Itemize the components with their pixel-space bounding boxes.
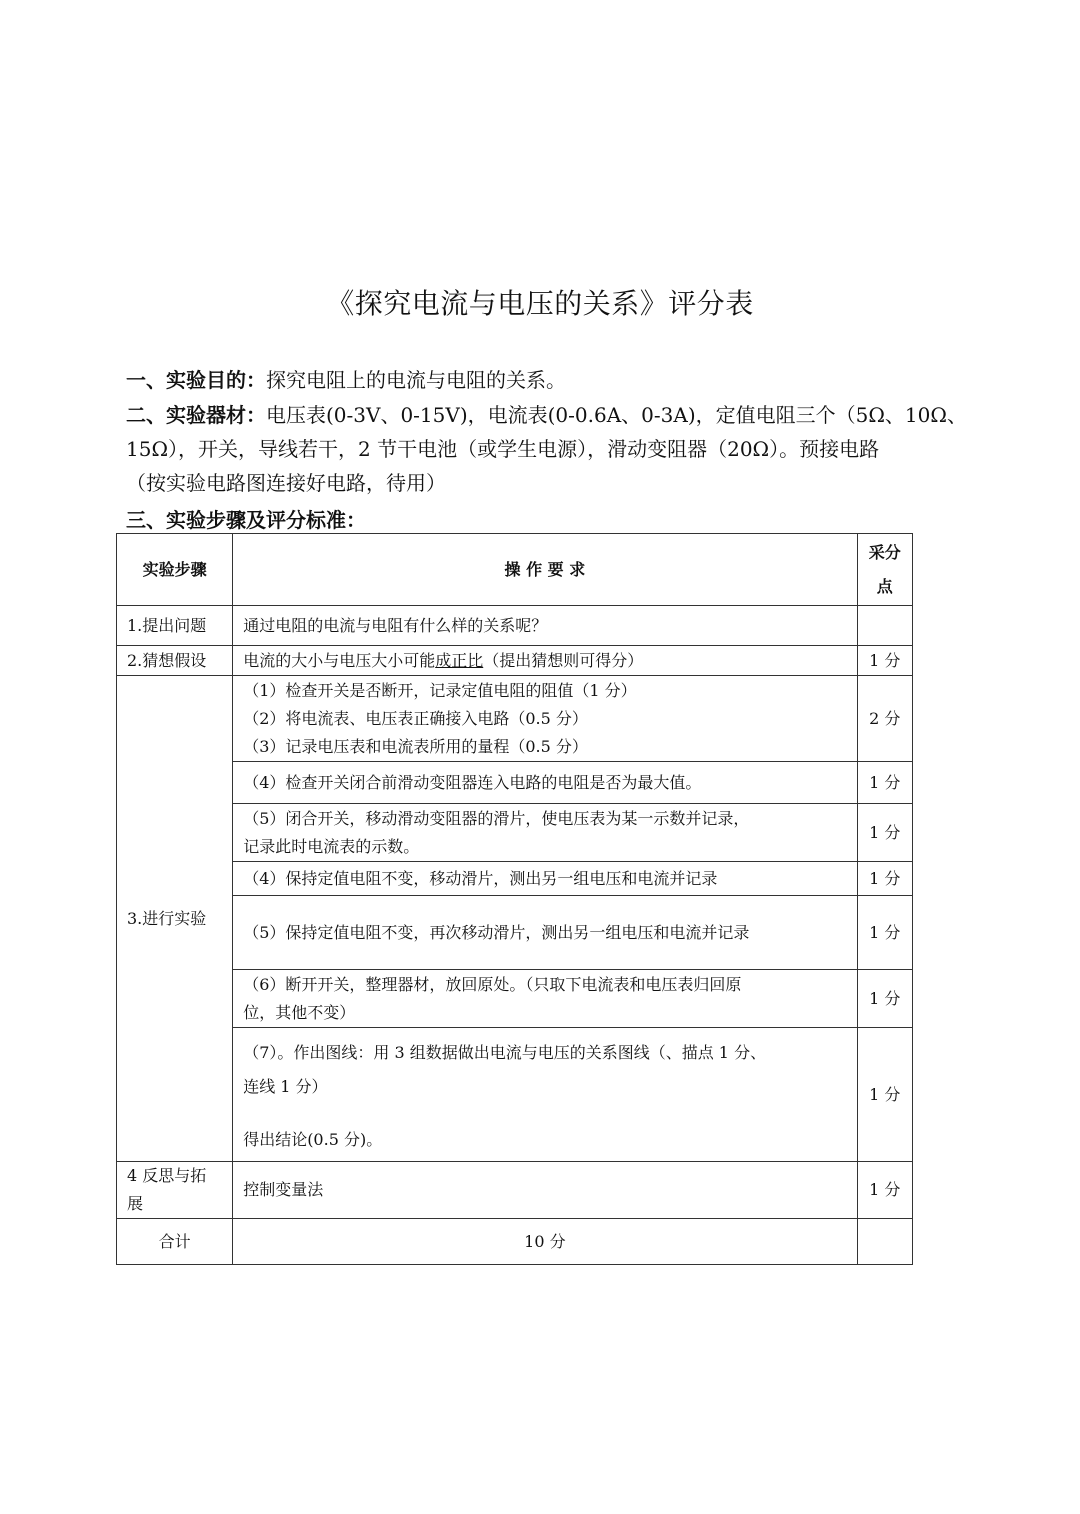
materials-line-1 <box>126 398 967 432</box>
requirement-line: 得出结论(0.5 分)。 <box>243 1130 383 1149</box>
step-cell: 1.提出问题 <box>117 606 233 646</box>
step-cell: 4 反思与拓展 <box>117 1162 233 1219</box>
requirement-note: （提出猜想则可得分） <box>483 650 644 670</box>
step-cell: 3.进行实验 <box>117 676 233 1162</box>
points-cell: 1 分 <box>857 862 912 896</box>
document-title: 《探究电流与电压的关系》评分表 <box>326 287 754 320</box>
section-materials <box>126 398 967 500</box>
requirement-text: 电流的大小与电压大小可能 <box>243 650 436 670</box>
requirement-cell <box>233 970 857 1028</box>
total-label: 合计 <box>117 1219 233 1265</box>
requirement-line: （3）记录电压表和电流表所用的量程（0.5 分） <box>243 736 588 756</box>
table-row <box>117 804 913 862</box>
requirement-line: （6）断开开关，整理器材，放回原处。（只取下电流表和电压表归回原 <box>243 974 742 994</box>
requirement-line: （2）将电流表、电压表正确接入电路（0.5 分） <box>243 708 588 728</box>
requirement-cell: （5）保持定值电阻不变，再次移动滑片，测出另一组电压和电流并记录 <box>233 896 857 970</box>
header-points-line-2: 点 <box>876 576 893 596</box>
requirement-cell <box>233 646 857 676</box>
table-row <box>117 862 913 896</box>
requirement-cell <box>233 1028 857 1162</box>
table-row <box>117 606 913 646</box>
requirement-cell: 通过电阻的电流与电阻有什么样的关系呢？ <box>233 606 857 646</box>
steps-heading: 三、实验步骤及评分标准： <box>126 508 366 532</box>
points-cell: 1 分 <box>857 1028 912 1162</box>
requirement-line: （5）闭合开关，移动滑动变阻器的滑片，使电压表为某一示数并记录， <box>243 808 750 828</box>
section-steps-heading <box>126 503 956 537</box>
table-row <box>117 762 913 804</box>
materials-line-2: 15Ω），开关，导线若干，2 节干电池（或学生电源），滑动变阻器（20Ω）。预接电路 <box>126 437 880 461</box>
requirement-line: 记录此时电流表的示数。 <box>243 836 420 856</box>
points-cell: 1 分 <box>857 762 912 804</box>
step-cell: 2.猜想假设 <box>117 646 233 676</box>
table-total-row <box>117 1219 913 1265</box>
table-row <box>117 1028 913 1162</box>
points-cell: 1 分 <box>857 804 912 862</box>
section-purpose <box>126 363 956 397</box>
underlined-term: 成正比 <box>435 650 484 670</box>
requirement-cell: （4）保持定值电阻不变，移动滑片，测出另一组电压和电流并记录 <box>233 862 857 896</box>
points-cell <box>857 1219 912 1265</box>
table-row <box>117 1162 913 1219</box>
requirement-cell: 控制变量法 <box>233 1162 857 1219</box>
table-row <box>117 676 913 762</box>
header-step: 实验步骤 <box>117 534 233 606</box>
requirement-line: 位，其他不变） <box>243 1002 356 1022</box>
points-cell: 1 分 <box>857 646 912 676</box>
requirement-line: （1）检查开关是否断开，记录定值电阻的阻值（1 分） <box>243 680 637 700</box>
points-cell: 1 分 <box>857 1162 912 1219</box>
requirement-line: 连线 1 分） <box>243 1077 328 1096</box>
header-points-line-1: 采分 <box>868 542 901 562</box>
requirement-cell <box>233 676 857 762</box>
header-requirement: 操 作 要 求 <box>233 534 857 606</box>
requirement-line: （7）。作出图线：用 3 组数据做出电流与电压的关系图线（、描点 1 分、 <box>243 1043 767 1062</box>
materials-line-3: （按实验电路图连接好电路，待用） <box>126 471 446 495</box>
table-row <box>117 646 913 676</box>
points-cell: 1 分 <box>857 970 912 1028</box>
purpose-text: 探究电阻上的电流与电阻的关系。 <box>266 368 566 392</box>
total-value: 10 分 <box>233 1219 857 1265</box>
header-points <box>857 534 912 606</box>
points-cell <box>857 606 912 646</box>
materials-text-1: 电压表(0-3V、0-15V)，电流表(0-0.6A、0-3A)，定值电阻三个（5Ω、10Ω、 <box>266 403 967 427</box>
requirement-cell: （4）检查开关闭合前滑动变阻器连入电路的电阻是否为最大值。 <box>233 762 857 804</box>
scoring-table <box>116 533 913 1265</box>
materials-heading: 二、实验器材： <box>126 403 266 427</box>
table-header-row <box>117 534 913 606</box>
requirement-cell <box>233 804 857 862</box>
points-cell: 1 分 <box>857 896 912 970</box>
points-cell: 2 分 <box>857 676 912 762</box>
table-row <box>117 896 913 970</box>
table-row <box>117 970 913 1028</box>
purpose-heading: 一、实验目的： <box>126 368 266 392</box>
